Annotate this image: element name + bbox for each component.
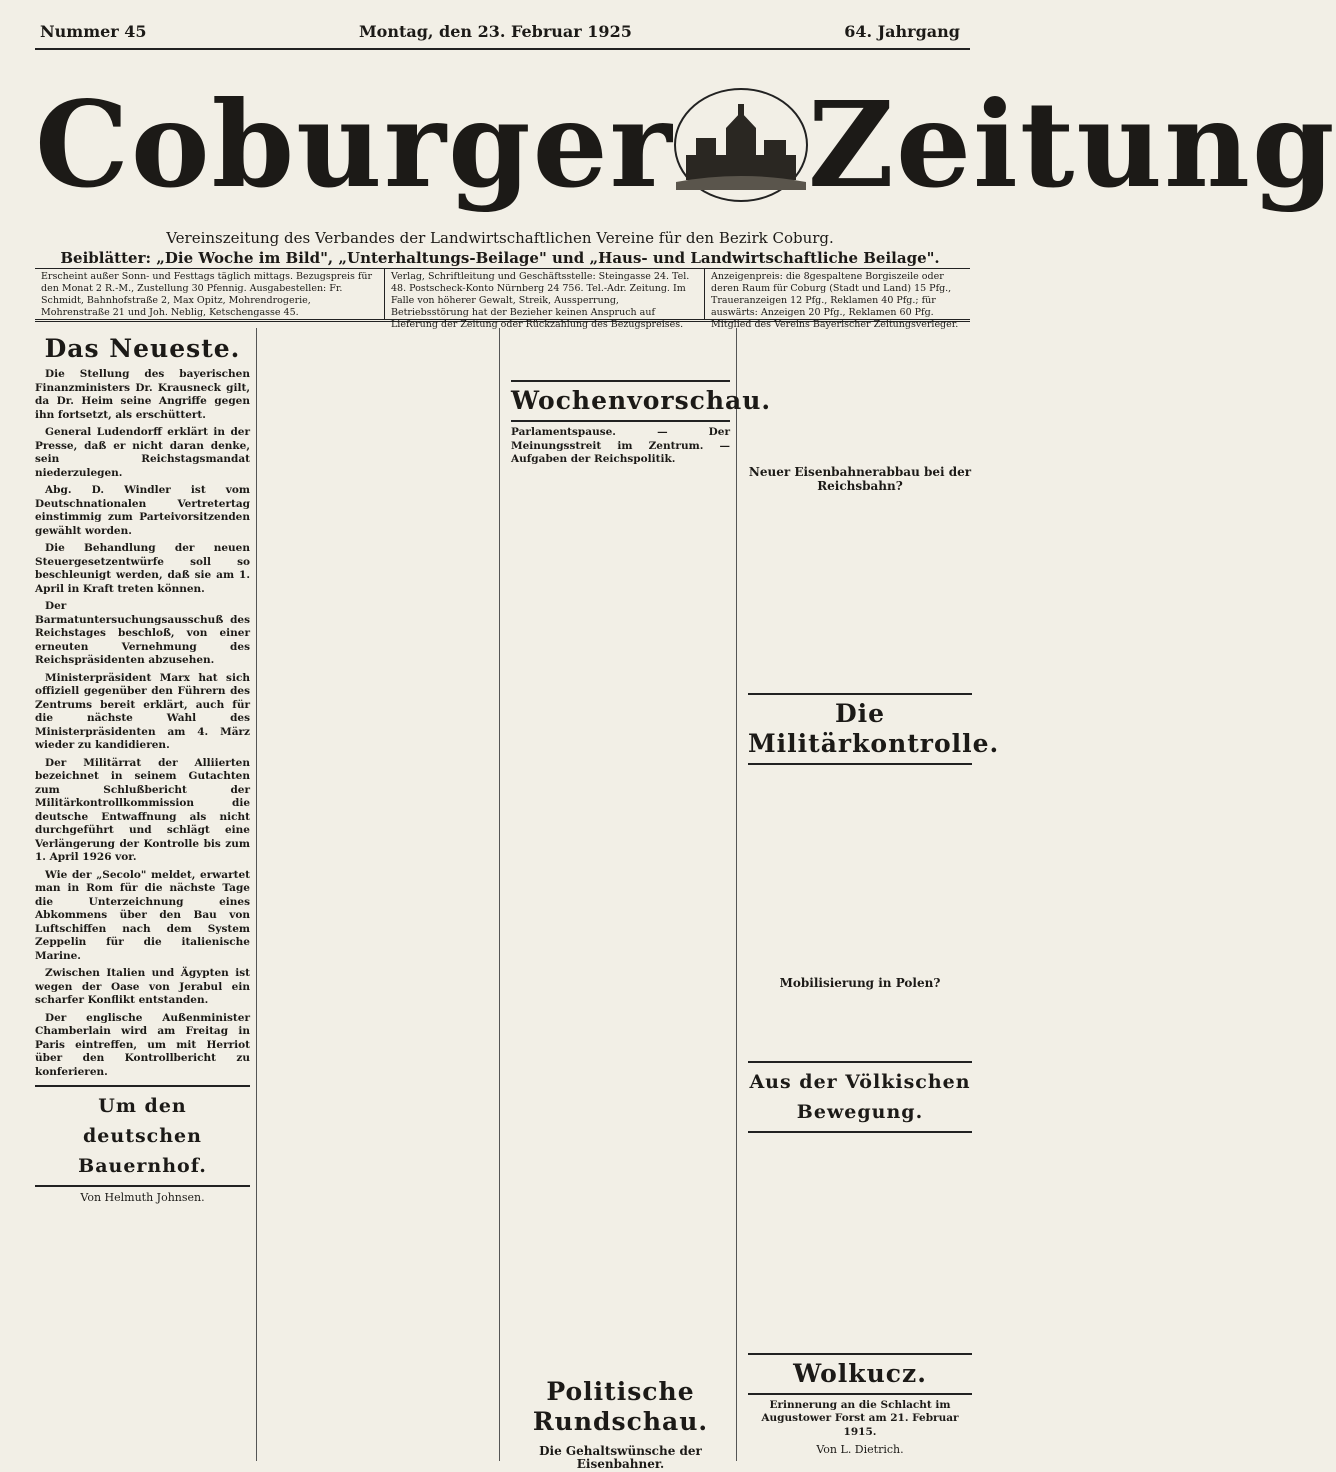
column-1 [35,328,257,1461]
news-item: Der englische Außenminister Chamberlain wird am Freitag in Paris eintreffen, um mit Herriot über den Kontrollbericht zu konferieren. [35,1011,250,1078]
info-box [35,268,970,330]
column-4-spacer [748,328,972,458]
issue-date: Montag, den 23. Februar 1925 [358,21,632,41]
masthead-left-word: Coburger [35,75,674,214]
news-item: Ministerpräsident Marx hat sich offiziell gegenüber den Führern des Zentrums bereit erklärt, auch für die nächste Wahl des Ministerpräsidenten am 4. März wieder zu kandidieren. [35,671,250,751]
byline-dietrich: Von L. Dietrich. [816,1443,904,1456]
headline-neueste: Das Neueste. [44,334,241,363]
news-item: Der Militärrat der Alliierten bezeichnet in seinem Gutachten zum Schlußbericht der Militärkontrollkommission die deutsche Entwaffnung als nicht durchgeführt und schlägt eine Verlängerung der Kontrolle bis zum 1. April 1926 vor. [35,756,250,863]
info-ad-prices: Anzeigenpreis: die 8gespaltene Borgiszeile oder deren Raum für Coburg (Stadt und Land) 15 Pfg., Traueranzeigen 12 Pfg., Reklamen 40 Pfg.; für auswärts: Anzeigen 20 Pfg., Reklamen 60 Pfg. Mitglied des Vereins Bayerischer Zeitungsverleger. [711,271,959,330]
news-item: Zwischen Italien und Ägypten ist wegen der Oase von Jerabul ein scharfer Konflikt entstanden. [35,967,250,1006]
headline-bauernhof: Um den deutschen Bauernhof. [35,1085,250,1187]
castle-emblem-icon [674,88,808,202]
column-3-spacer [511,328,730,374]
subtitle-line-1: Vereinszeitung des Verbandes der Landwirtschaftlichen Vereine für den Bezirk Coburg. [166,229,834,247]
news-item: Die Stellung des bayerischen Finanzministers Dr. Krausneck gilt, da Dr. Heim seine Angriffe gegen ihn fortsetzt, als erschüttert. [35,368,250,421]
subhead-wolkucz: Erinnerung an die Schlacht im Augustower Forst am 21. Februar 1915. [761,1398,959,1438]
headline-rundschau: Politische Rundschau. [532,1376,709,1436]
subtitle-block [40,228,960,268]
column-4 [742,328,1000,1461]
headline-wochenvorschau: Wochenvorschau. [511,380,730,422]
info-subscription: Erscheint außer Sonn- und Festtags täglich mittags. Bezugspreis für den Monat 2 R.-M., Zustellung 30 Pfennig. Ausgabestellen: Fr. Schmidt, Bahnhofstraße 2, Max Opitz, Mohrendrogerie, Mohrenstraße 21 und Joh. Neblig, Ketschengasse 45. [35,269,385,319]
headline-wolkucz: Wolkucz. [748,1353,972,1395]
news-item: Die Behandlung der neuen Steuergesetzentwürfe soll so beschleunigt werden, daß sie am 1. April in Kraft treten können. [35,542,250,595]
masthead [35,70,1336,220]
info-publisher: Verlag, Schriftleitung und Geschäftsstelle: Steingasse 24. Tel. 48. Postscheck-Konto Nürnberg 24 756. Tel.-Adr. Zeitung. Im Falle von höherer Gewalt, Streik, Aussperrung, Betriebsstörung hat der Bezieher keinen Anspruch auf Lieferung der Zeitung oder Rückzahlung des Bezugspreises. [385,269,705,319]
headline-voelkische-bewegung: Aus der Völkischen Bewegung. [748,1061,972,1133]
column-4-body-space [748,497,972,687]
issue-number: Nummer 45 [40,21,147,41]
column-4-body-space-3 [748,995,972,1055]
subtitle-line-2: Beiblätter: „Die Woche im Bild", „Unterhaltungs-Beilage" und „Haus- und Landwirtschaftliche Beilage". [60,249,940,267]
column-4-body-space-2 [748,769,972,969]
column-2 [262,328,500,1461]
masthead-right-word: Zeitung [807,75,1336,214]
byline-johnsen: Von Helmuth Johnsen. [80,1191,205,1204]
subhead-polen: Mobilisierung in Polen? [779,976,941,990]
issue-line [40,18,960,44]
top-rule [35,48,970,50]
news-item: Wie der „Secolo" meldet, erwartet man in Rom für die nächste Tage die Unterzeichnung eines Abkommens über den Bau von Luftschiffen nach dem System Zeppelin für die italienische Marine. [35,868,250,962]
news-item: Abg. D. Windler ist vom Deutschnationalen Vertretertag einstimmig zum Parteivorsitzenden gewählt worden. [35,484,250,537]
subhead-eisenbahnerabbau: Neuer Eisenbahnerabbau bei der Reichsbahn? [748,465,972,493]
issue-volume: 64. Jahrgang [844,21,960,41]
news-item: General Ludendorff erklärt in der Presse, daß er nicht daran denke, sein Reichstagsmandat niederzulegen. [35,426,250,479]
headline-militaerkontrolle: Die Militärkontrolle. [748,693,972,765]
column-3-body-space [511,471,730,1371]
column-3 [505,328,772,1471]
subhead-eisenbahner: Die Gehaltswünsche der Eisenbahner. [539,1443,702,1471]
column-4-body-space-4 [748,1137,972,1347]
subhead-wochenvorschau: Parlamentspause. — Der Meinungsstreit im Zentrum. — Aufgaben der Reichspolitik. [511,426,730,465]
news-item: Der Barmatuntersuchungsausschuß des Reichstages beschloß, von einer erneuten Vernehmung des Reichspräsidenten abzusehen. [35,600,250,666]
